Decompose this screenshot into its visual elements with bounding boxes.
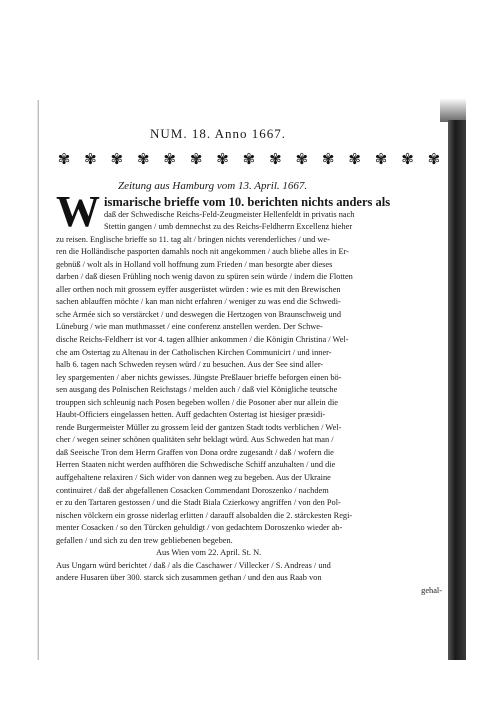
ornament-glyph: ✾ [110,150,124,168]
ornament-glyph: ✾ [269,150,282,168]
ornament-glyph: ✾ [57,150,71,168]
article-line: menter Cosacken / so den Türcken gehuldigt / von gedachtem Doroszenko wieder ab- [56,523,343,533]
section-subheading: Aus Wien vom 22. April. St. N. [156,548,262,558]
article-line: che am Ostertag zu Altenau in der Catholischen Kirchen Communicirt / und inner- [56,347,332,357]
article-line: daß Seeische Tron dem Herrn Graffen von Dona ordre zugesandt / daß / wofern die [56,447,334,457]
article-line: dische Reichs-Feldherr ist vor 4. tagen allhier ankommen / die Königin Christina / Wel- [56,335,349,345]
article-line: Haubt-Officiers eingelassen hetten. Auff gedachten Ostertag ist hiesiger præsidi- [56,410,326,420]
issue-heading: NUM. 18. Anno 1667. [150,126,287,141]
article-line: Aus Ungarn würd berichtet / daß / als die Caschawer / Villecker / S. Andreas / und [56,560,331,570]
ornament-glyph: ✾ [163,150,176,168]
article-line: ren die Holländische pasporten damahls noch nit angekommen / auch bliebe alles in Er- [56,247,349,257]
drop-cap: W [56,187,100,236]
article-line: andere Husaren über 300. starck sich zusammen gethan / und den aus Raab von [56,573,322,583]
article-line: er zu den Tartaren gestossen / und die Stadt Biala Czierkowy angriffen / von den Pol- [56,498,341,508]
article-line: daß der Schwedische Reichs-Feld-Zeugmeister Hellenfeldt in privatis nach [104,209,355,219]
ornament-glyph: ✾ [84,150,97,168]
article-line: zu reisen. Englische brieffe so 11. tag alt / bringen nichts verenderliches / und we- [56,234,330,244]
article-line: ismarische brieffe vom 10. berichten nichts anders als [104,196,391,209]
article-line: Lüneburg / wie man muthmasset / eine conferenz anstellen werden. Der Schwe- [56,322,323,332]
article-line: ley spargementen / aber nichts gewisses. Jüngste Preßlauer brieffe beforgen einen bö- [56,372,342,382]
ornament-glyph: ✾ [189,150,203,168]
article-body [56,187,442,598]
ornament-glyph: ✾ [427,150,441,168]
article-line: gehal- [421,585,442,595]
article-line: sen ausgang des Polnischen Reichstags / melden auch / daß viel Königliche teutsche [56,385,338,395]
ornament-glyph: ✾ [136,150,150,168]
article-line: Stettin gangen / umb demnechst zu des Reichs-Feldherrn Excellenz hieher [104,222,353,232]
article-line: gebnüß / wolt als in Holland voll hoffnung zum Frieden / man besorgte aber dieses [56,259,333,269]
page-edge-shadow [448,120,466,660]
article-line: sachen ablauffen möchte / kan man nicht erfahren / weniger zu was end die Schwedi- [56,297,341,307]
dateline: Zeitung aus Hamburg vom 13. April. 1667. [118,180,308,192]
article-line: Herren Staaten nicht werden auffhören die Schwedische Schiff anzuhalten / und die [56,460,336,470]
ornament-glyph: ✾ [374,150,388,168]
ornament-glyph: ✾ [242,150,256,168]
article-line: rende Burgermeister Müller zu grossem leid der gantzen Stadt todts verblichen / Wel- [56,422,342,432]
article-line: aller orthen noch mit grossem eyffer ausgerüstet würden : wie es mit den Brewischen [56,284,341,294]
article-line: gefallen / und sich zu den trew gebliebenen begeben. [56,535,233,545]
article-line: trouppen sich schleunig nach Posen begeben wollen / die Posoner aber nur allein die [56,397,338,407]
page-edge-shadow-top [440,98,466,122]
article-line: halb 6. tagen nach Schweden reysen würd / zu besuchen. Aus der See sind aller- [56,360,324,370]
article-line: cher / wegen seiner schönen qualitäten sehr beklagt würd. Aus Schweden hat man / [56,435,334,445]
article-line: continuiret / daß der abgefallenen Cosacken Commendant Doroszenko / nachdem [56,485,329,495]
ornament-glyph: ✾ [401,150,414,168]
ornament-glyph: ✾ [295,150,309,168]
ornament-glyph: ✾ [321,150,335,168]
ornament-glyph: ✾ [348,150,361,168]
article-line: darben / daß diesen Frühling noch wenig davon zu spüren sein würde / indem die Flotten [56,272,353,282]
ornament-glyph: ✾ [216,150,229,168]
article-line: nischen völckern ein grosse niderlag erlitten / darauff alsobalden die 2. stärckesten Regi- [56,510,353,520]
article-line: auffgehaltene relaxiren / Sich wider von dannen weg zu begeben. Aus der Ukraine [56,473,331,483]
ornament-border [56,150,442,168]
article-line: sche Armée sich so verstärcket / und deswegen die Hertzogen von Braunschweig und [56,309,341,319]
